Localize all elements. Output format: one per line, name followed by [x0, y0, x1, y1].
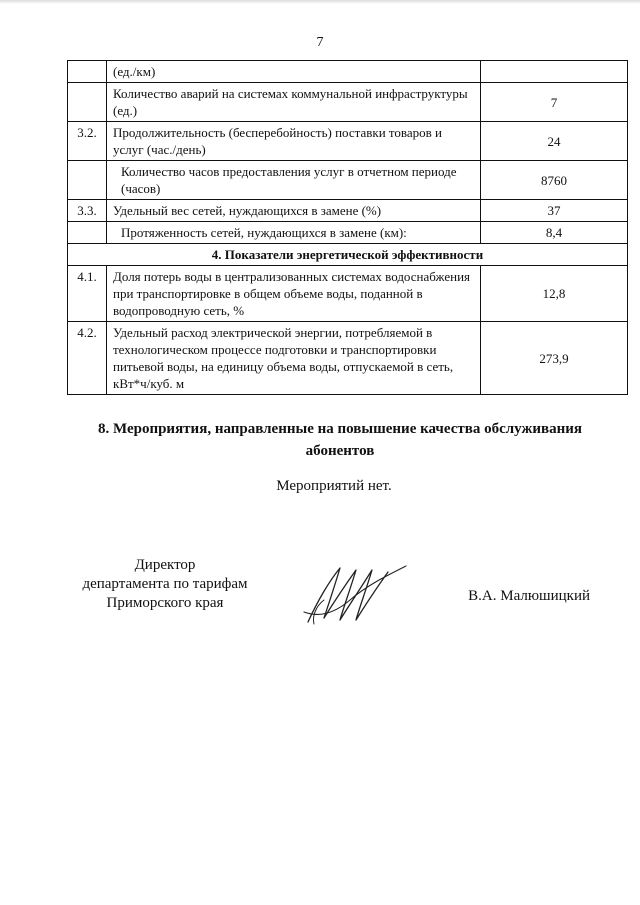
table-row — [68, 61, 628, 83]
table-row — [68, 83, 628, 122]
row-value: 8760 — [481, 161, 628, 200]
row-description: Удельный вес сетей, нуждающихся в замене (%) — [107, 200, 481, 222]
table-row — [68, 222, 628, 244]
table-row — [68, 200, 628, 222]
section-4-title: 4. Показатели энергетической эффективности — [68, 244, 628, 266]
row-description: Удельный расход электрической энергии, потребляемой в технологическом процессе подготовки и транспортировки питьевой воды, на единицу объема воды, отпускаемой в сеть, кВт*ч/куб. м — [107, 322, 481, 395]
row-number: 3.2. — [68, 122, 107, 161]
row-description: Доля потерь воды в централизованных системах водоснабжения при транспортировке в общем объеме воды, поданной в водопроводную сеть, % — [107, 266, 481, 322]
page-number: 7 — [316, 35, 324, 50]
signer-position-line: департамента по тарифам — [82, 576, 248, 592]
row-number — [68, 61, 107, 83]
signer-position-line: Директор — [134, 557, 196, 573]
handwritten-signature — [300, 560, 410, 630]
row-number — [68, 83, 107, 122]
row-description: Количество аварий на системах коммунальной инфраструктуры (ед.) — [107, 83, 481, 122]
row-value: 12,8 — [481, 266, 628, 322]
row-number — [68, 161, 107, 200]
row-value: 8,4 — [481, 222, 628, 244]
table-row — [68, 266, 628, 322]
row-description: Протяженность сетей, нуждающихся в замене (км): — [107, 222, 481, 244]
row-description: (ед./км) — [107, 61, 481, 83]
row-value: 37 — [481, 200, 628, 222]
row-number — [68, 222, 107, 244]
section-header-row — [68, 244, 628, 266]
no-measures-note: Мероприятий нет. — [276, 478, 392, 494]
row-value: 24 — [481, 122, 628, 161]
row-number: 4.1. — [68, 266, 107, 322]
signer-name: В.А. Малюшицкий — [468, 588, 590, 604]
row-number: 3.3. — [68, 200, 107, 222]
table-row — [68, 322, 628, 395]
signer-position — [60, 556, 270, 613]
row-description: Продолжительность (бесперебойность) поставки товаров и услуг (час./день) — [107, 122, 481, 161]
scan-edge — [0, 0, 640, 4]
row-value — [481, 61, 628, 83]
indicators-table — [67, 60, 628, 395]
row-value: 7 — [481, 83, 628, 122]
table-row — [68, 161, 628, 200]
section-8-heading: 8. Мероприятия, направленные на повышение качества обслуживания абонентов — [97, 421, 582, 459]
table-row — [68, 122, 628, 161]
row-description: Количество часов предоставления услуг в отчетном периоде (часов) — [107, 161, 481, 200]
row-number: 4.2. — [68, 322, 107, 395]
row-value: 273,9 — [481, 322, 628, 395]
signer-position-line: Приморского края — [106, 595, 224, 611]
